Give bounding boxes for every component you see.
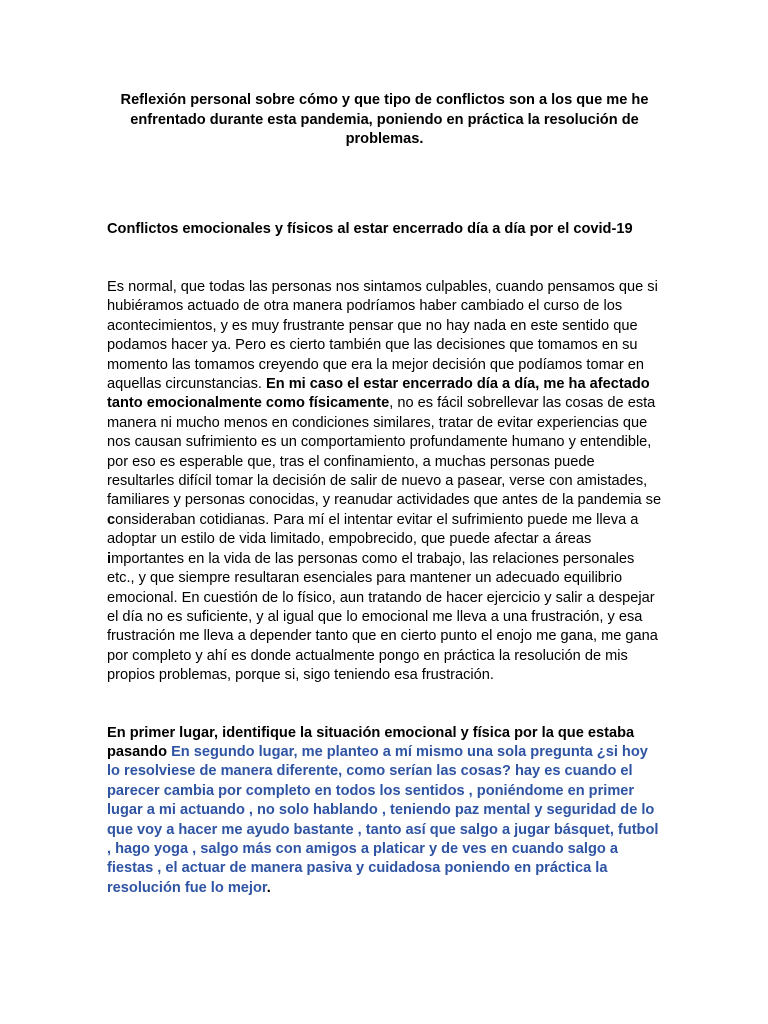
- paragraph-text-1: Es normal, que todas las personas nos sintamos culpables, cuando pensamos que si hubiéramos actuado de otra manera podríamos haber cambiado el curso de los acontecimientos, y es muy frustrante pensar que no hay nada en este sentido que podamos hacer ya. Pero es cierto también que las decisiones que tomamos en su momento las tomamos creyendo que era la mejor decisión que podíamos tomar en aquellas circunstancias.: [107, 279, 658, 393]
- paragraph-text-2: , no es fácil sobrellevar las cosas de esta manera ni mucho menos en condiciones similares, tratar de evitar experiencias que nos causan sufrimiento es un comportamiento profundamente humano y entendible, por eso es esperable que, tras el confinamiento, a muchas personas puede resultarles difícil tomar la decisión de salir de nuevo a pasear, verse con amistades, familiares y personas conocidas, y reanudar actividades que antes de la pandemia se: [107, 395, 662, 509]
- body-paragraph: [107, 278, 662, 686]
- closing-text-black: En primer lugar, identifique la situación emocional y física por la que estaba pasando: [107, 724, 635, 760]
- closing-paragraph: [107, 724, 662, 899]
- closing-period: .: [266, 879, 271, 896]
- closing-text-blue: En segundo lugar, me planteo a mí mismo una sola pregunta ¿si hoy lo resolviese de manera diferente, como serían las cosas? hay es cuando el parecer cambia por completo en todos los sentidos , poniéndome en primer lugar a mi actuando , no solo hablando , teniendo paz mental y seguridad de lo que voy a hacer me ayudo bastante , tanto así que salgo a jugar básquet, futbol , hago yoga , salgo más con amigos a platicar y de ves en cuando salgo a fiestas , el actuar de manera pasiva y cuidadosa poniendo en práctica la resolución fue lo mejor: [107, 743, 659, 896]
- section-heading: Conflictos emocionales y físicos al estar encerrado día a día por el covid-19: [107, 220, 633, 237]
- paragraph-text-3: onsideraban cotidianas. Para mí el intentar evitar el sufrimiento puede me lleva a adoptar un estilo de vida limitado, empobrecido, que puede afectar a áreas: [107, 511, 639, 548]
- paragraph-text-4: mportantes en la vida de las personas como el trabajo, las relaciones personales etc., y que siempre resultaran esenciales para mantener un adecuado equilibrio emocional. En cuestión de lo físico, aun tratando de hacer ejercicio y salir a despejar el día no es suficiente, y al igual que lo emocional me lleva a una frustración, y esa frustración me lleva a depender tanto que en cierto punto el enojo me gana, me gana por completo y ahí es donde actualmente pongo en práctica la resolución de mis propios problemas, porque si, sigo teniendo esa frustración.: [107, 550, 658, 684]
- document-title: Reflexión personal sobre cómo y que tipo de conflictos son a los que me he enfrentado durante esta pandemia, poniendo en práctica la resolución de problemas.: [120, 92, 649, 147]
- paragraph-bold-statement: En mi caso el estar encerrado día a día, me ha afectado tanto emocionalmente como físicamente: [107, 376, 650, 412]
- paragraph-bold-letter-i: i: [107, 550, 112, 567]
- paragraph-bold-letter-c: c: [107, 511, 116, 528]
